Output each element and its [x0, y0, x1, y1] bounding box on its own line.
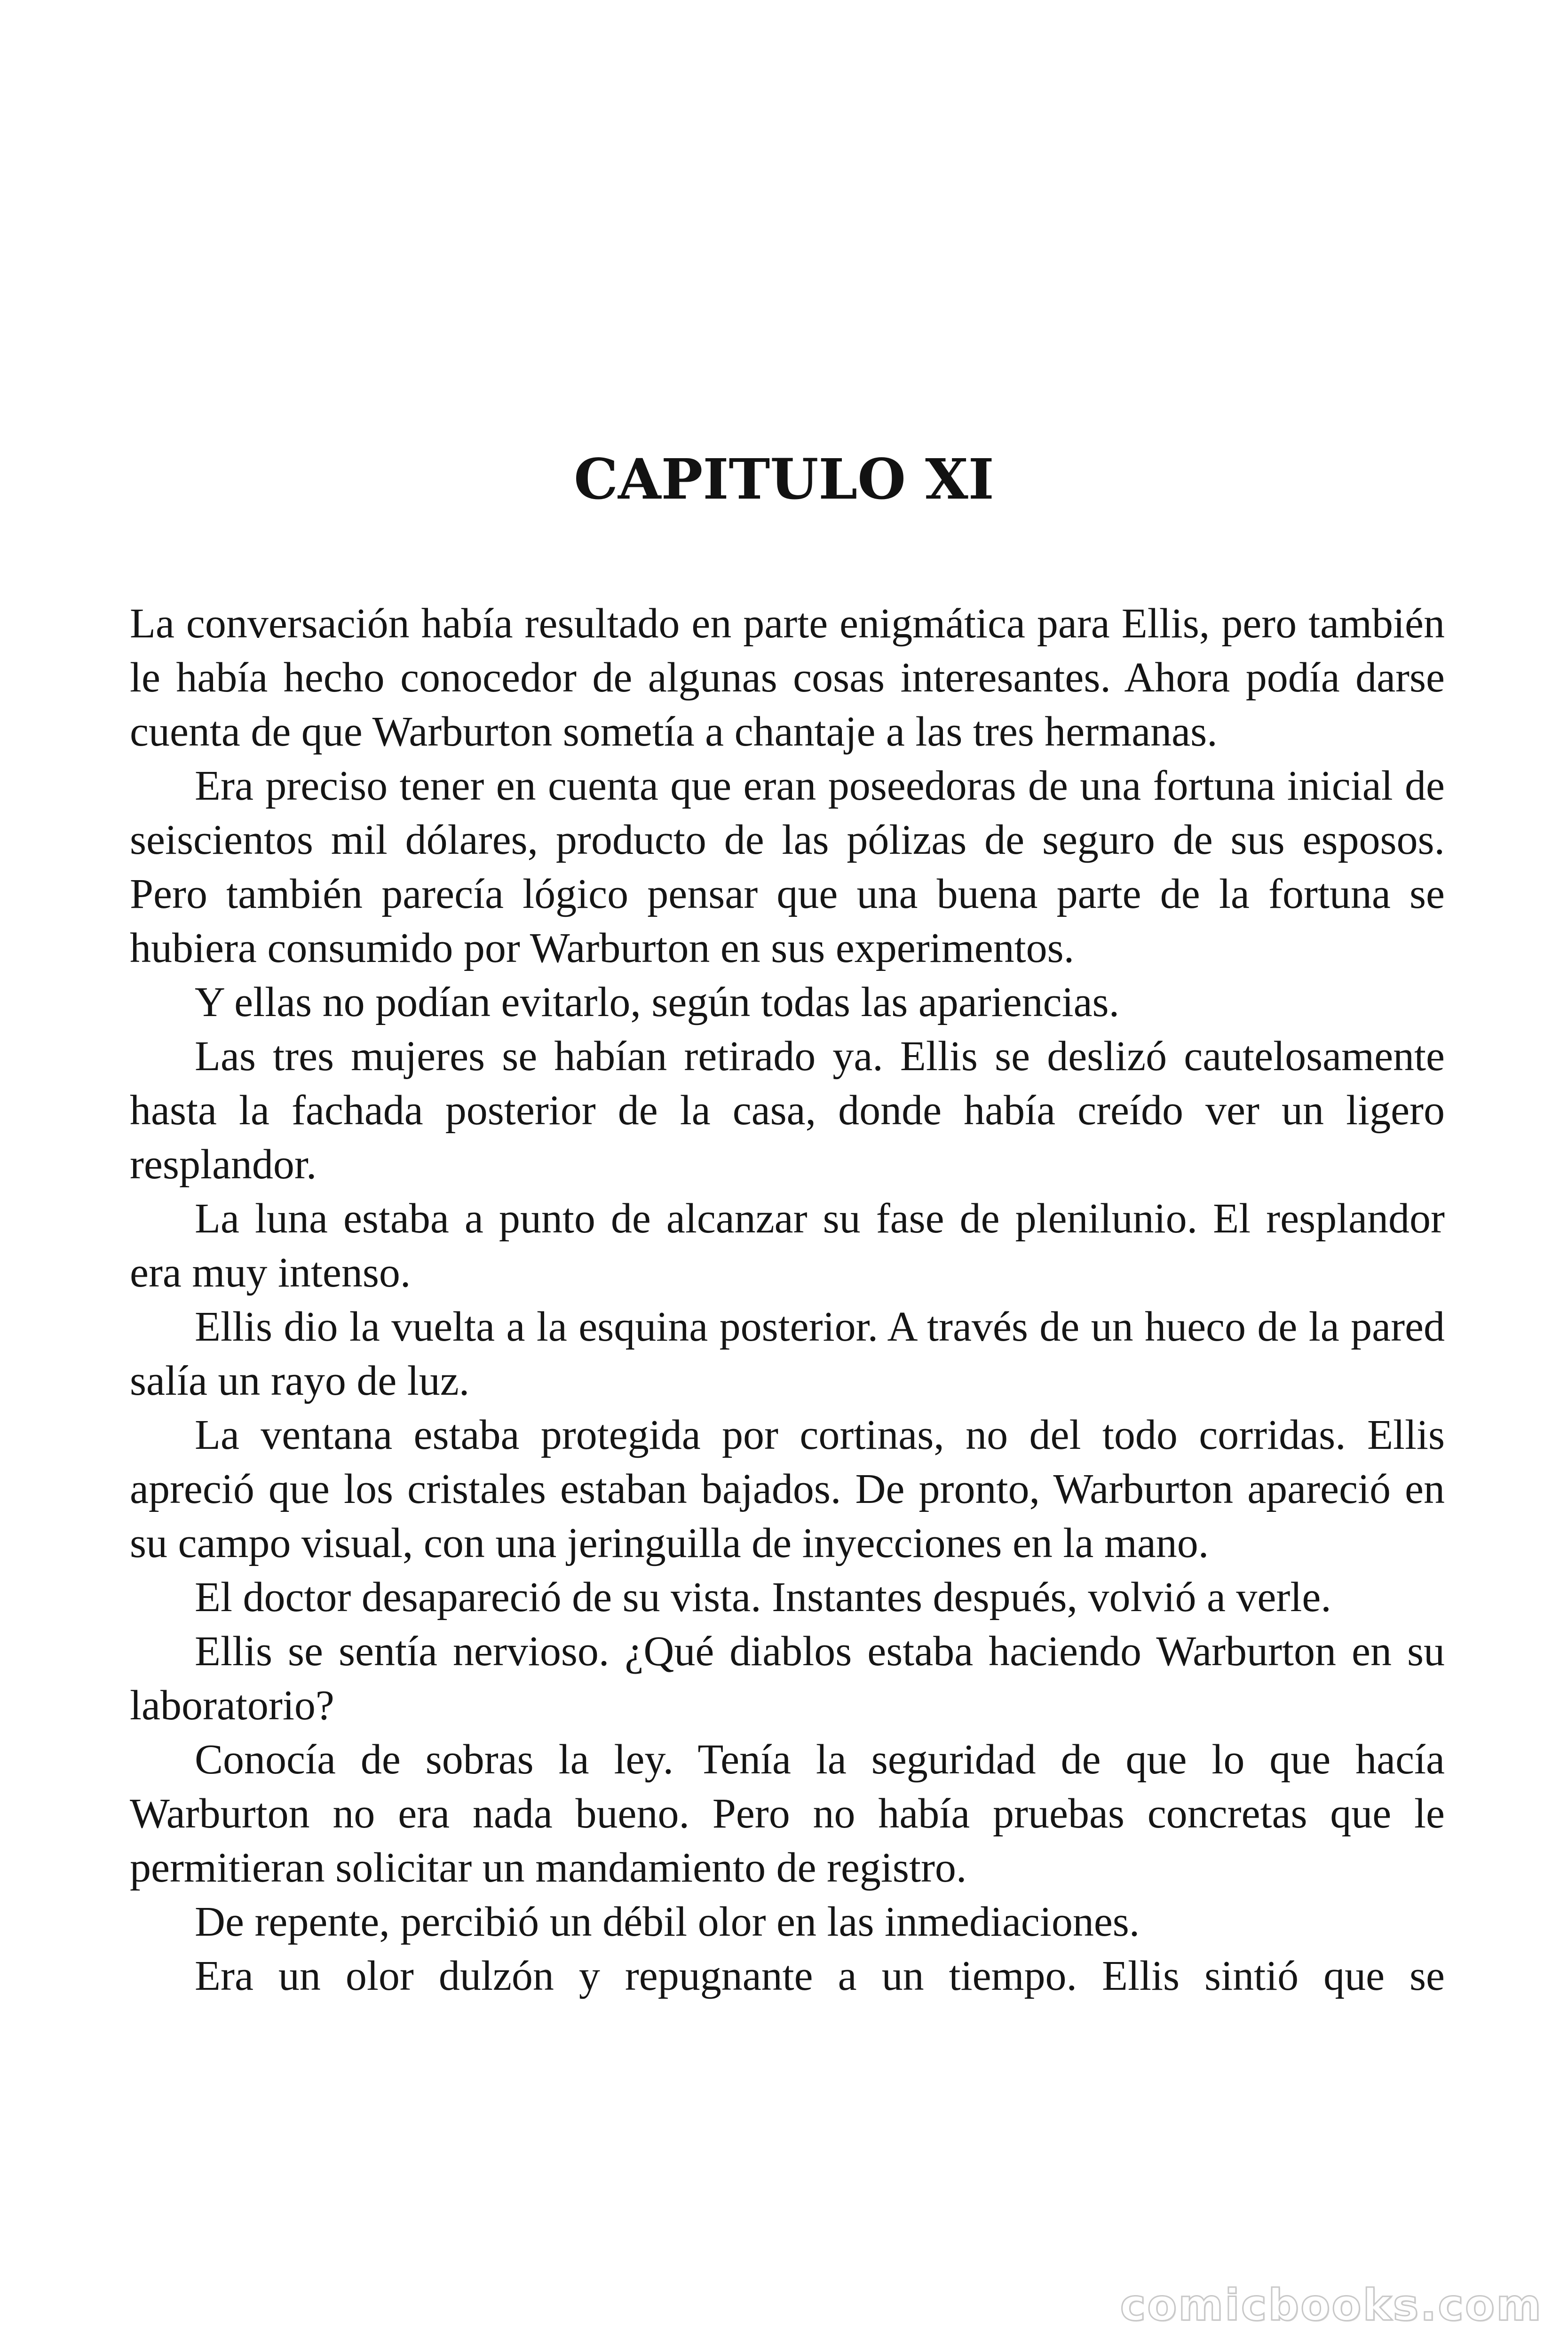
- paragraph: Ellis dio la vuelta a la esquina posterior. A través de un hueco de la pared salía un rayo de luz.: [130, 1303, 1445, 1404]
- paragraph: De repente, percibió un débil olor en las inmediaciones.: [195, 1899, 1140, 1945]
- paragraph: Era preciso tener en cuenta que eran poseedoras de una fortuna inicial de seiscientos mil dólares, producto de las pólizas de seguro de sus esposos. Pero también parecía lógico pensar que una buena parte de la fortuna se hubiera consumido por Warburton en sus experimentos.: [130, 763, 1445, 971]
- chapter-body: [130, 596, 1445, 2003]
- paragraph: La ventana estaba protegida por cortinas, no del todo corridas. Ellis apreció que los cristales estaban bajados. De pronto, Warburton apareció en su campo visual, con una jeringuilla de inyecciones en la mano.: [130, 1412, 1445, 1566]
- paragraph: Era un olor dulzón y repugnante a un tiempo. Ellis sintió que se: [195, 1953, 1445, 1999]
- chapter-title: CAPITULO XI: [574, 446, 994, 512]
- paragraph: Ellis se sentía nervioso. ¿Qué diablos estaba haciendo Warburton en su laboratorio?: [130, 1628, 1445, 1729]
- paragraph: La luna estaba a punto de alcanzar su fase de plenilunio. El resplandor era muy intenso.: [130, 1195, 1445, 1296]
- paragraph: Conocía de sobras la ley. Tenía la seguridad de que lo que hacía Warburton no era nada bueno. Pero no había pruebas concretas que le permitieran solicitar un mandamiento de registro.: [130, 1736, 1445, 1891]
- paragraph: El doctor desapareció de su vista. Instantes después, volvió a verle.: [195, 1574, 1331, 1621]
- paragraph: Y ellas no podían evitarlo, según todas las apariencias.: [195, 979, 1120, 1025]
- paragraph: La conversación había resultado en parte enigmática para Ellis, pero también le había hecho conocedor de algunas cosas interesantes. Ahora podía darse cuenta de que Warburton sometía a chantaje a las tres hermanas.: [130, 600, 1445, 755]
- paragraph: Las tres mujeres se habían retirado ya. Ellis se deslizó cautelosamente hasta la fachada posterior de la casa, donde había creído ver un ligero resplandor.: [130, 1033, 1445, 1188]
- watermark: comicbooks.com: [1120, 2280, 1543, 2330]
